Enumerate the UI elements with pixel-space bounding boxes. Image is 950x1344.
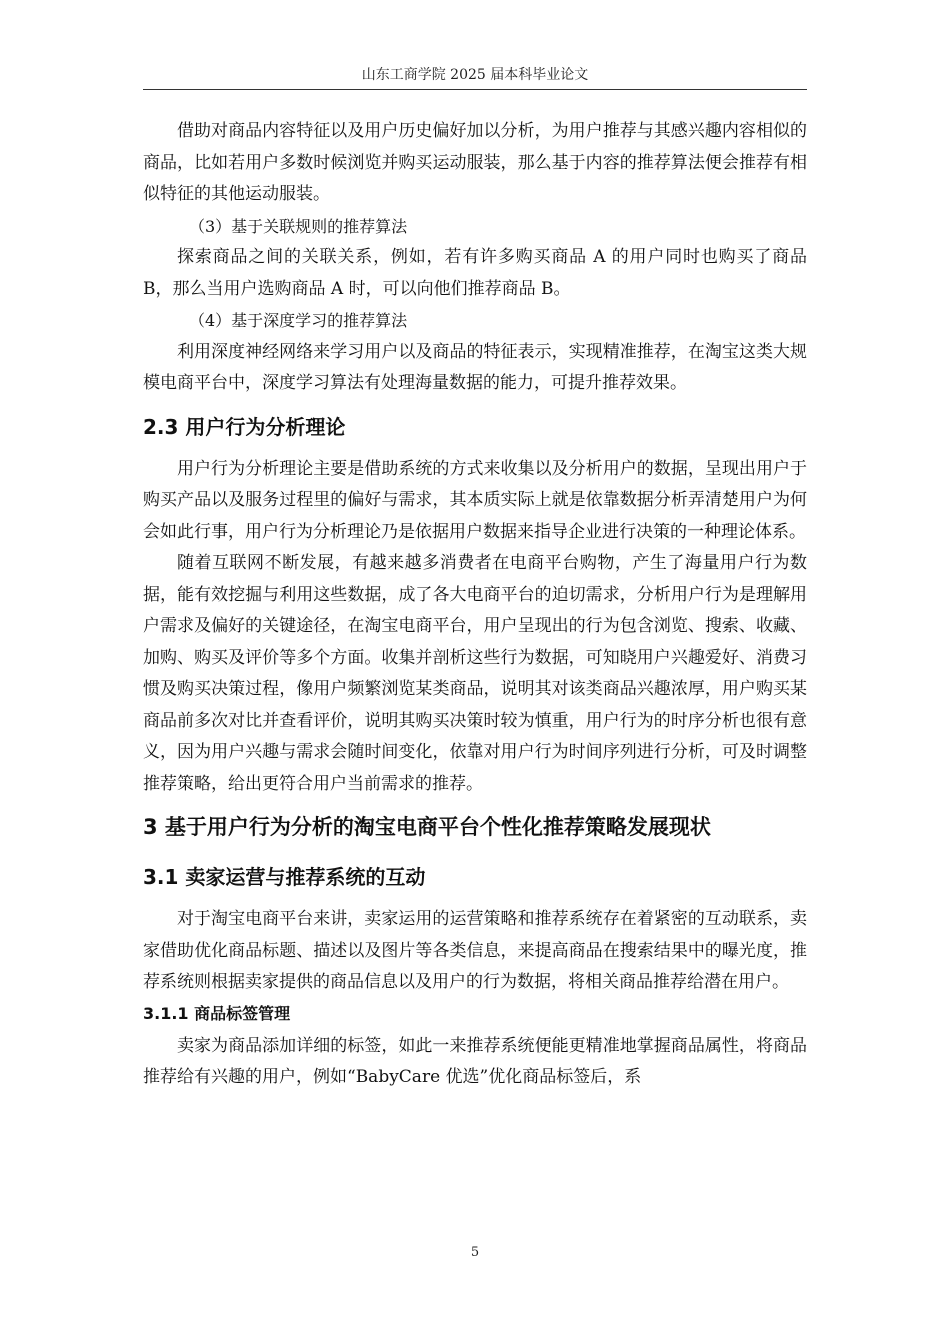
paragraph-behavior-theory: 用户行为分析理论主要是借助系统的方式来收集以及分析用户的数据，呈现出用户于购买产品以及服务过程里的偏好与需求，其本质实际上就是依靠数据分析弄清楚用户为何会如此行事，用户行为分析理论乃是依据用户数据来指导企业进行决策的一种理论体系。 — [143, 458, 807, 542]
subsection-heading-3-1-1: 3.1.1 商品标签管理 — [143, 1003, 291, 1023]
page-content — [143, 116, 807, 1094]
paragraph-association-rules: 探索商品之间的关联关系，例如，若有许多购买商品 A 的用户同时也购买了商品 B，那么当用户选购商品 A 时，可以向他们推荐商品 B。 — [143, 247, 807, 299]
paragraph-deep-learning: 利用深度神经网络来学习用户以及商品的特征表示，实现精准推荐，在淘宝这类大规模电商平台中，深度学习算法有处理海量数据的能力，可提升推荐效果。 — [143, 341, 807, 393]
list-item-association-rules: （3）基于关联规则的推荐算法 — [189, 216, 408, 236]
section-heading-2-3: 2.3 用户行为分析理论 — [143, 414, 346, 439]
running-header: 山东工商学院 2025 届本科毕业论文 — [361, 67, 589, 83]
paragraph-behavior-data: 随着互联网不断发展，有越来越多消费者在电商平台购物，产生了海量用户行为数据，能有效挖掘与利用这些数据，成了各大电商平台的迫切需求，分析用户行为是理解用户需求及偏好的关键途径，在淘宝电商平台，用户呈现出的行为包含浏览、搜索、收藏、加购、购买及评价等多个方面。收集并剖析这些行为数据，可知晓用户兴趣爱好、消费习惯及购买决策过程，像用户频繁浏览某类商品，说明其对该类商品兴趣浓厚，用户购买某商品前多次对比并查看评价，说明其购买决策时较为慎重，用户行为的时序分析也很有意义，因为用户兴趣与需求会随时间变化，依靠对用户行为时间序列进行分析，可及时调整推荐策略，给出更符合用户当前需求的推荐。 — [143, 553, 807, 794]
list-item-deep-learning: （4）基于深度学习的推荐算法 — [189, 311, 408, 330]
chapter-heading-3: 3 基于用户行为分析的淘宝电商平台个性化推荐策略发展现状 — [143, 815, 711, 839]
section-heading-3-1: 3.1 卖家运营与推荐系统的互动 — [143, 865, 426, 889]
paragraph-content-based: 借助对商品内容特征以及用户历史偏好加以分析，为用户推荐与其感兴趣内容相似的商品，比如若用户多数时候浏览并购买运动服装，那么基于内容的推荐算法便会推荐有相似特征的其他运动服装。 — [143, 121, 807, 204]
paragraph-seller-interaction: 对于淘宝电商平台来讲，卖家运用的运营策略和推荐系统存在着紧密的互动联系，卖家借助优化商品标题、描述以及图片等各类信息，来提高商品在搜索结果中的曝光度，推荐系统则根据卖家提供的商品信息以及用户的行为数据，将相关商品推荐给潜在用户。 — [143, 909, 807, 992]
paragraph-product-tags: 卖家为商品添加详细的标签，如此一来推荐系统便能更精准地掌握商品属性，将商品推荐给有兴趣的用户，例如“BabyCare 优选”优化商品标签后，系 — [143, 1035, 807, 1087]
page-number: 5 — [470, 1245, 480, 1260]
header-rule — [143, 89, 807, 90]
